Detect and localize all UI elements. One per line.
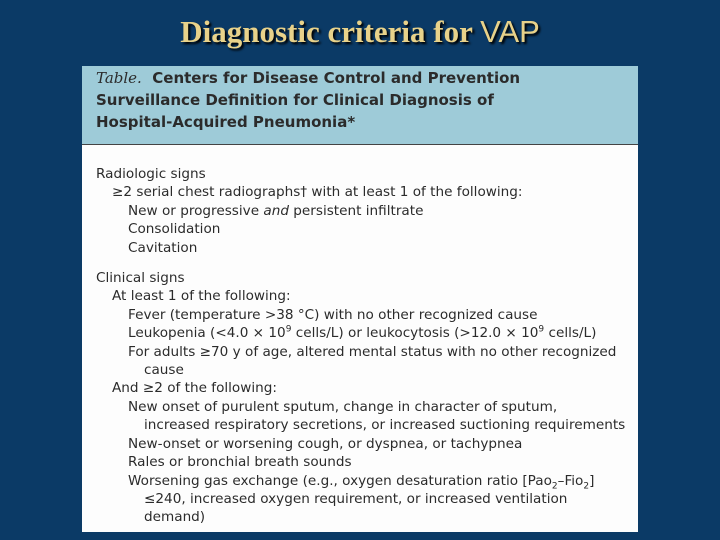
leuko-exponent-2: 9 [538,324,545,335]
leuko-text-c: cells/L) [544,325,597,342]
radiologic-intro: ≥2 serial chest radiographs† with at least 1 of the following: [112,184,523,201]
gas-text-c: ] [589,472,595,489]
table-title-line-3: Hospital-Acquired Pneumonia* [96,113,356,131]
clinical-item-fever: Fever (temperature >38 °C) with no other recognized cause [128,306,538,323]
clinical-heading: Clinical signs [96,270,185,287]
clinical-item-gas-exchange-cont: ≤240, increased oxygen requirement, or increased ventilation [144,490,568,507]
clinical-item-gas-exchange-end: demand) [144,509,206,526]
clinical-item-cough: New-onset or worsening cough, or dyspnea, or tachypnea [128,435,523,452]
gas-text-b: –Fio [557,472,584,489]
leuko-exponent-1: 9 [285,324,292,335]
table-title-line-2: Surveillance Definition for Clinical Diagnosis of [96,91,494,109]
clinical-item-leukocytes [96,324,634,342]
gas-subscript-1: 2 [551,481,558,492]
clinical-group2-intro: And ≥2 of the following: [112,380,277,397]
clinical-item-sputum: New onset of purulent sputum, change in character of sputum, [128,398,558,415]
infiltrate-text-c: persistent infiltrate [288,202,424,219]
criteria-table [82,66,638,532]
radiologic-item-consolidation: Consolidation [128,221,221,238]
infiltrate-text-a: New or progressive [128,202,264,219]
slide-title-acronym: VAP [480,14,540,49]
gas-text-a: Worsening gas exchange (e.g., oxygen desaturation ratio [Pao [128,472,552,489]
slide-title [0,14,720,50]
radiologic-item-infiltrate [96,202,634,220]
table-header [82,66,638,144]
clinical-item-gas-exchange [96,472,634,490]
table-title-line-1 [96,67,632,89]
infiltrate-text-and: and [263,202,289,219]
table-body [82,145,638,527]
slide-title-text: Diagnostic criteria for [180,14,473,49]
leuko-text-b: cells/L) or leukocytosis (>12.0 × 10 [291,325,539,342]
clinical-item-rales: Rales or bronchial breath sounds [128,454,352,471]
table-label: Table. [96,69,142,87]
table-title-1: Centers for Disease Control and Prevention [152,69,521,87]
clinical-item-sputum-cont: increased respiratory secretions, or increased suctioning requirements [144,417,626,434]
clinical-item-adults: For adults ≥70 y of age, altered mental status with no other recognized [128,343,617,360]
clinical-group1-intro: At least 1 of the following: [112,288,291,305]
leuko-text-a: Leukopenia (<4.0 × 10 [128,325,286,342]
gas-subscript-2: 2 [583,481,590,492]
radiologic-item-cavitation: Cavitation [128,239,198,256]
clinical-item-adults-cont: cause [144,362,184,379]
radiologic-heading: Radiologic signs [96,166,206,182]
